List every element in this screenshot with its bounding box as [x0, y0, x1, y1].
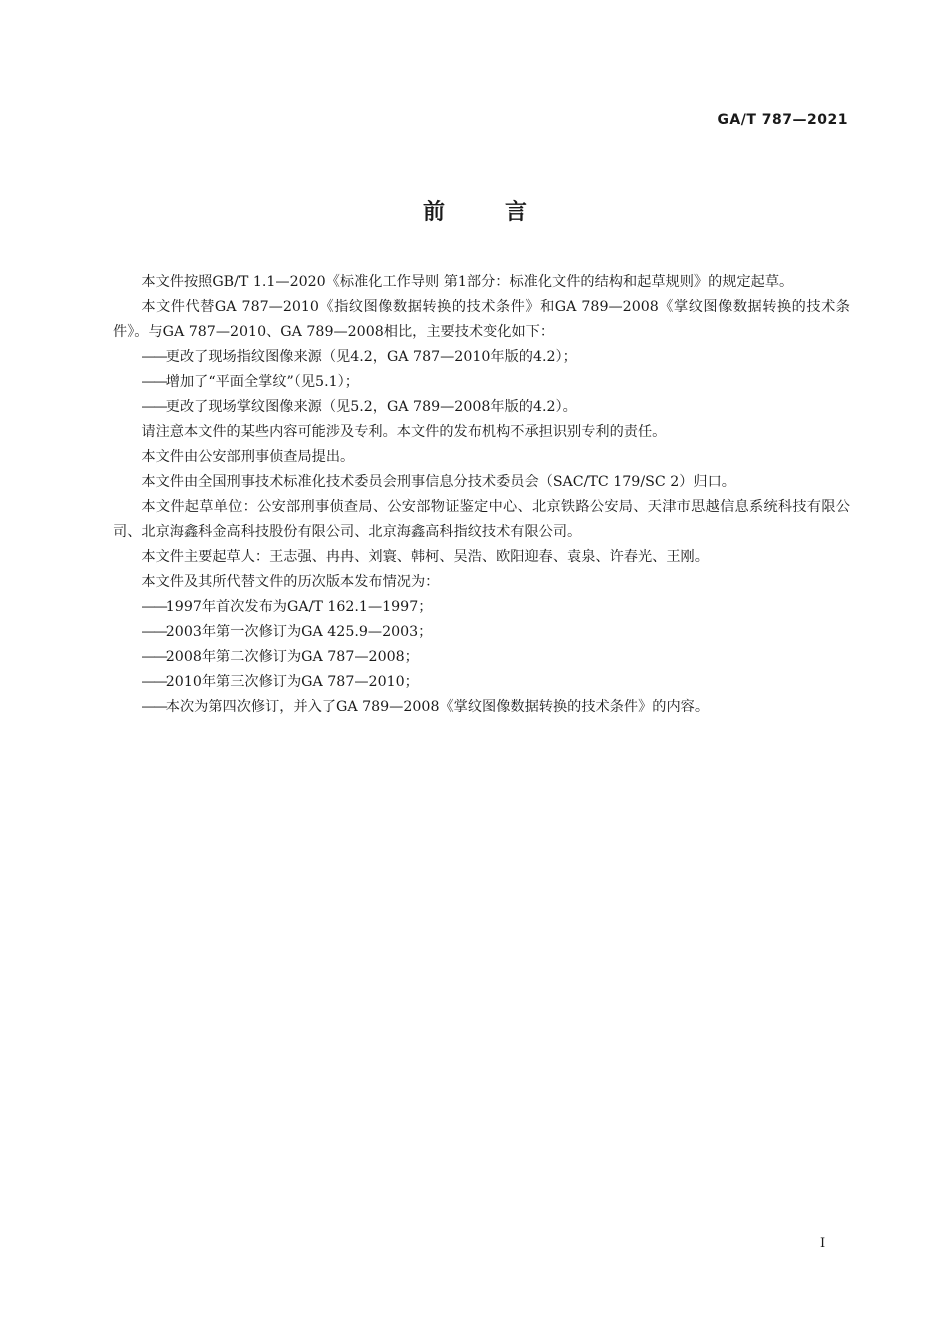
dash-marker: ——: [141, 599, 166, 615]
history-text: 1997年首次发布为GA/T 162.1—1997；: [165, 599, 433, 615]
change-text: 增加了“平面全掌纹”（见5.1）；: [165, 374, 359, 390]
foreword-body: [113, 270, 850, 720]
dash-marker: ——: [141, 699, 166, 715]
standard-code: GA/T 787—2021: [717, 112, 848, 128]
dash-marker: ——: [141, 374, 166, 390]
paragraph-proposer: 本文件由公安部刑事侦查局提出。: [141, 449, 355, 465]
change-text: 更改了现场掌纹图像来源（见5.2，GA 789—2008年版的4.2）。: [165, 399, 577, 415]
history-text: 2008年第二次修订为GA 787—2008；: [165, 649, 419, 665]
list-item-history: [113, 595, 850, 620]
list-item-history: [113, 695, 850, 720]
paragraph-replacement: 本文件代替GA 787—2010《指纹图像数据转换的技术条件》和GA 789—2008《掌纹图像数据转换的技术条件》。与GA 787—2010、GA 789—2008相比，主要技术变化如下：: [113, 299, 850, 340]
history-text: 2010年第三次修订为GA 787—2010；: [165, 674, 419, 690]
list-item-history: [113, 620, 850, 645]
paragraph-technical-committee: 本文件由全国刑事技术标准化技术委员会刑事信息分技术委员会（SAC/TC 179/SC 2）归口。: [141, 474, 736, 490]
list-item-change: [113, 370, 850, 395]
list-item-history: [113, 645, 850, 670]
page-title: 前言: [422, 200, 587, 225]
paragraph-drafters: 本文件主要起草人：王志强、冉冉、刘寰、韩柯、吴浩、欧阳迎春、袁泉、许春光、王刚。: [141, 549, 709, 565]
list-item-change: [113, 395, 850, 420]
dash-marker: ——: [141, 349, 166, 365]
history-text: 2003年第一次修订为GA 425.9—2003；: [165, 624, 433, 640]
dash-marker: ——: [141, 624, 166, 640]
list-item-change: [113, 345, 850, 370]
change-text: 更改了现场指纹图像来源（见4.2，GA 787—2010年版的4.2）；: [165, 349, 577, 365]
dash-marker: ——: [141, 399, 166, 415]
history-text: 本次为第四次修订，并入了GA 789—2008《掌纹图像数据转换的技术条件》的内容。: [165, 699, 710, 715]
dash-marker: ——: [141, 649, 166, 665]
dash-marker: ——: [141, 674, 166, 690]
list-item-history: [113, 670, 850, 695]
paragraph-drafting-units: 本文件起草单位：公安部刑事侦查局、公安部物证鉴定中心、北京铁路公安局、天津市思越信息系统科技有限公司、北京海鑫科金高科技股份有限公司、北京海鑫高科指纹技术有限公司。: [113, 499, 850, 540]
page-number: I: [820, 1236, 826, 1251]
paragraph-patent-notice: 请注意本文件的某些内容可能涉及专利。本文件的发布机构不承担识别专利的责任。: [141, 424, 667, 440]
paragraph-history-intro: 本文件及其所代替文件的历次版本发布情况为：: [141, 574, 440, 590]
paragraph-drafting-rules: 本文件按照GB/T 1.1—2020《标准化工作导则 第1部分：标准化文件的结构和起草规则》的规定起草。: [141, 274, 794, 290]
